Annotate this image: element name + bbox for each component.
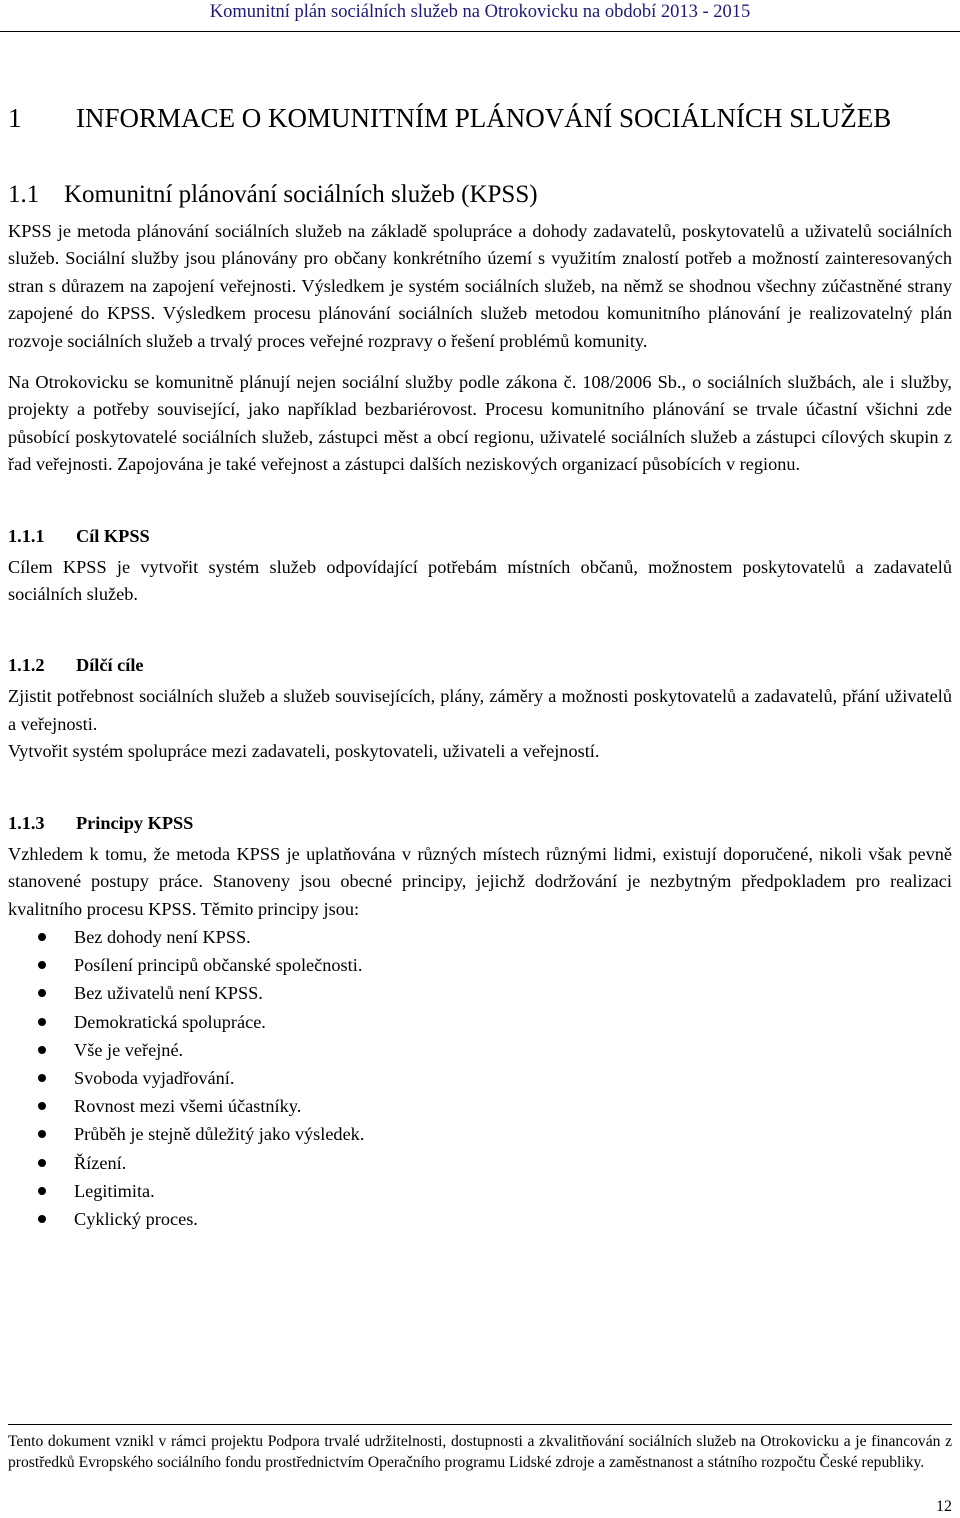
list-item: Rovnost mezi všemi účastníky. <box>8 1092 952 1120</box>
subsection-1-text: Cílem KPSS je vytvořit systém služeb odpovídající potřebám místních občanů, možnostem poskytovatelů a zadavatelů sociálních služeb. <box>8 556 952 605</box>
bullet-icon <box>38 1159 46 1167</box>
section-heading <box>8 178 952 212</box>
principles-list <box>8 923 952 1233</box>
page-content <box>8 100 952 1233</box>
section-paragraph-2: Na Otrokovicku se komunitně plánují nejen sociální služby podle zákona č. 108/2006 Sb., o sociálních službách, ale i služby, projekty a potřeby související, jako například bezbariérovost. Procesu komunitního plánování se trvale účastní všichni zde působící poskytovatelé sociálních služeb, zástupci měst a obcí regionu, uživatelé sociálních služeb a zástupci cílových skupin z řad veřejnosti. Zapojována je také veřejnost a zástupci dalších neziskových organizací působících v regionu. <box>8 372 952 475</box>
page-footer: Tento dokument vznikl v rámci projektu Podpora trvalé udržitelnosti, dostupnosti a zkvalitňování sociálních služeb na Otrokovicku a je financován z prostředků Evropského sociálního fondu prostřednictvím Operačního programu Lidské zdroje a zaměstnanost a státního rozpočtu České republiky. <box>8 1424 952 1473</box>
section-paragraph-1: KPSS je metoda plánování sociálních služeb na základě spolupráce a dohody zadavatelů, poskytovatelů a uživatelů sociálních služeb. Sociální služby jsou plánovány pro občany konkrétního území s využitím znalostí potřeb a možností zainteresovaných stran s důrazem na zapojení veřejnosti. Výsledkem je systém sociálních služeb, na němž se shodnou všechny zúčastněné strany zapojené do KPSS. Výsledkem procesu plánování sociálních služeb metodou komunitního plánování je realizovatelný plán rozvoje sociálních služeb a trvalý proces veřejné rozpravy o řešení problémů komunity. <box>8 221 952 351</box>
bullet-icon <box>38 1046 46 1054</box>
bullet-icon <box>38 1130 46 1138</box>
bullet-icon <box>38 1074 46 1082</box>
bullet-icon <box>38 1102 46 1110</box>
section-title: Komunitní plánování sociálních služeb (KPSS) <box>64 181 538 208</box>
subsection-2-heading <box>8 652 952 679</box>
bullet-icon <box>38 933 46 941</box>
list-item: Řízení. <box>8 1149 952 1177</box>
bullet-icon <box>38 961 46 969</box>
list-item: Bez dohody není KPSS. <box>8 923 952 951</box>
subsection-2-text-2: Vytvořit systém spolupráce mezi zadavateli, poskytovateli, uživateli a veřejností. <box>8 741 600 762</box>
chapter-title: INFORMACE O KOMUNITNÍM PLÁNOVÁNÍ SOCIÁLNÍCH SLUŽEB <box>76 103 892 133</box>
list-item: Průběh je stejně důležitý jako výsledek. <box>8 1120 952 1148</box>
bullet-icon <box>38 1018 46 1026</box>
chapter-heading <box>8 100 952 136</box>
section-number: 1.1 <box>8 181 40 208</box>
bullet-icon <box>38 1187 46 1195</box>
list-item: Bez uživatelů není KPSS. <box>8 979 952 1007</box>
page-header <box>0 0 960 32</box>
subsection-1-heading <box>8 523 952 550</box>
list-item: Legitimita. <box>8 1177 952 1205</box>
list-item: Svoboda vyjadřování. <box>8 1064 952 1092</box>
list-item: Posílení principů občanské společnosti. <box>8 951 952 979</box>
list-item: Cyklický proces. <box>8 1205 952 1233</box>
subsection-2-number: 1.1.2 <box>8 655 45 676</box>
page-number: 12 <box>936 1498 952 1515</box>
bullet-icon <box>38 989 46 997</box>
subsection-3-text: Vzhledem k tomu, že metoda KPSS je uplatňována v různých místech různými lidmi, existují doporučené, nikoli však pevně stanovené postupy práce. Stanoveny jsou obecné principy, jejichž dodržování je nezbytným předpokladem pro realizaci kvalitního procesu KPSS. Těmito principy jsou: <box>8 843 952 919</box>
document-title: Komunitní plán sociálních služeb na Otrokovicku na období 2013 - 2015 <box>209 2 751 22</box>
list-item: Vše je veřejné. <box>8 1036 952 1064</box>
subsection-1-title: Cíl KPSS <box>76 525 150 546</box>
subsection-2-title: Dílčí cíle <box>76 655 144 676</box>
subsection-2-text-1: Zjistit potřebnost sociálních služeb a služeb souvisejících, plány, záměry a možnosti poskytovatelů a zadavatelů, přání uživatelů a veřejnosti. <box>8 686 952 734</box>
subsection-3-heading <box>8 810 952 837</box>
subsection-1-number: 1.1.1 <box>8 525 45 546</box>
bullet-icon <box>38 1215 46 1223</box>
subsection-3-title: Principy KPSS <box>76 812 194 833</box>
subsection-3-number: 1.1.3 <box>8 812 45 833</box>
chapter-number: 1 <box>8 103 22 133</box>
list-item: Demokratická spolupráce. <box>8 1008 952 1036</box>
